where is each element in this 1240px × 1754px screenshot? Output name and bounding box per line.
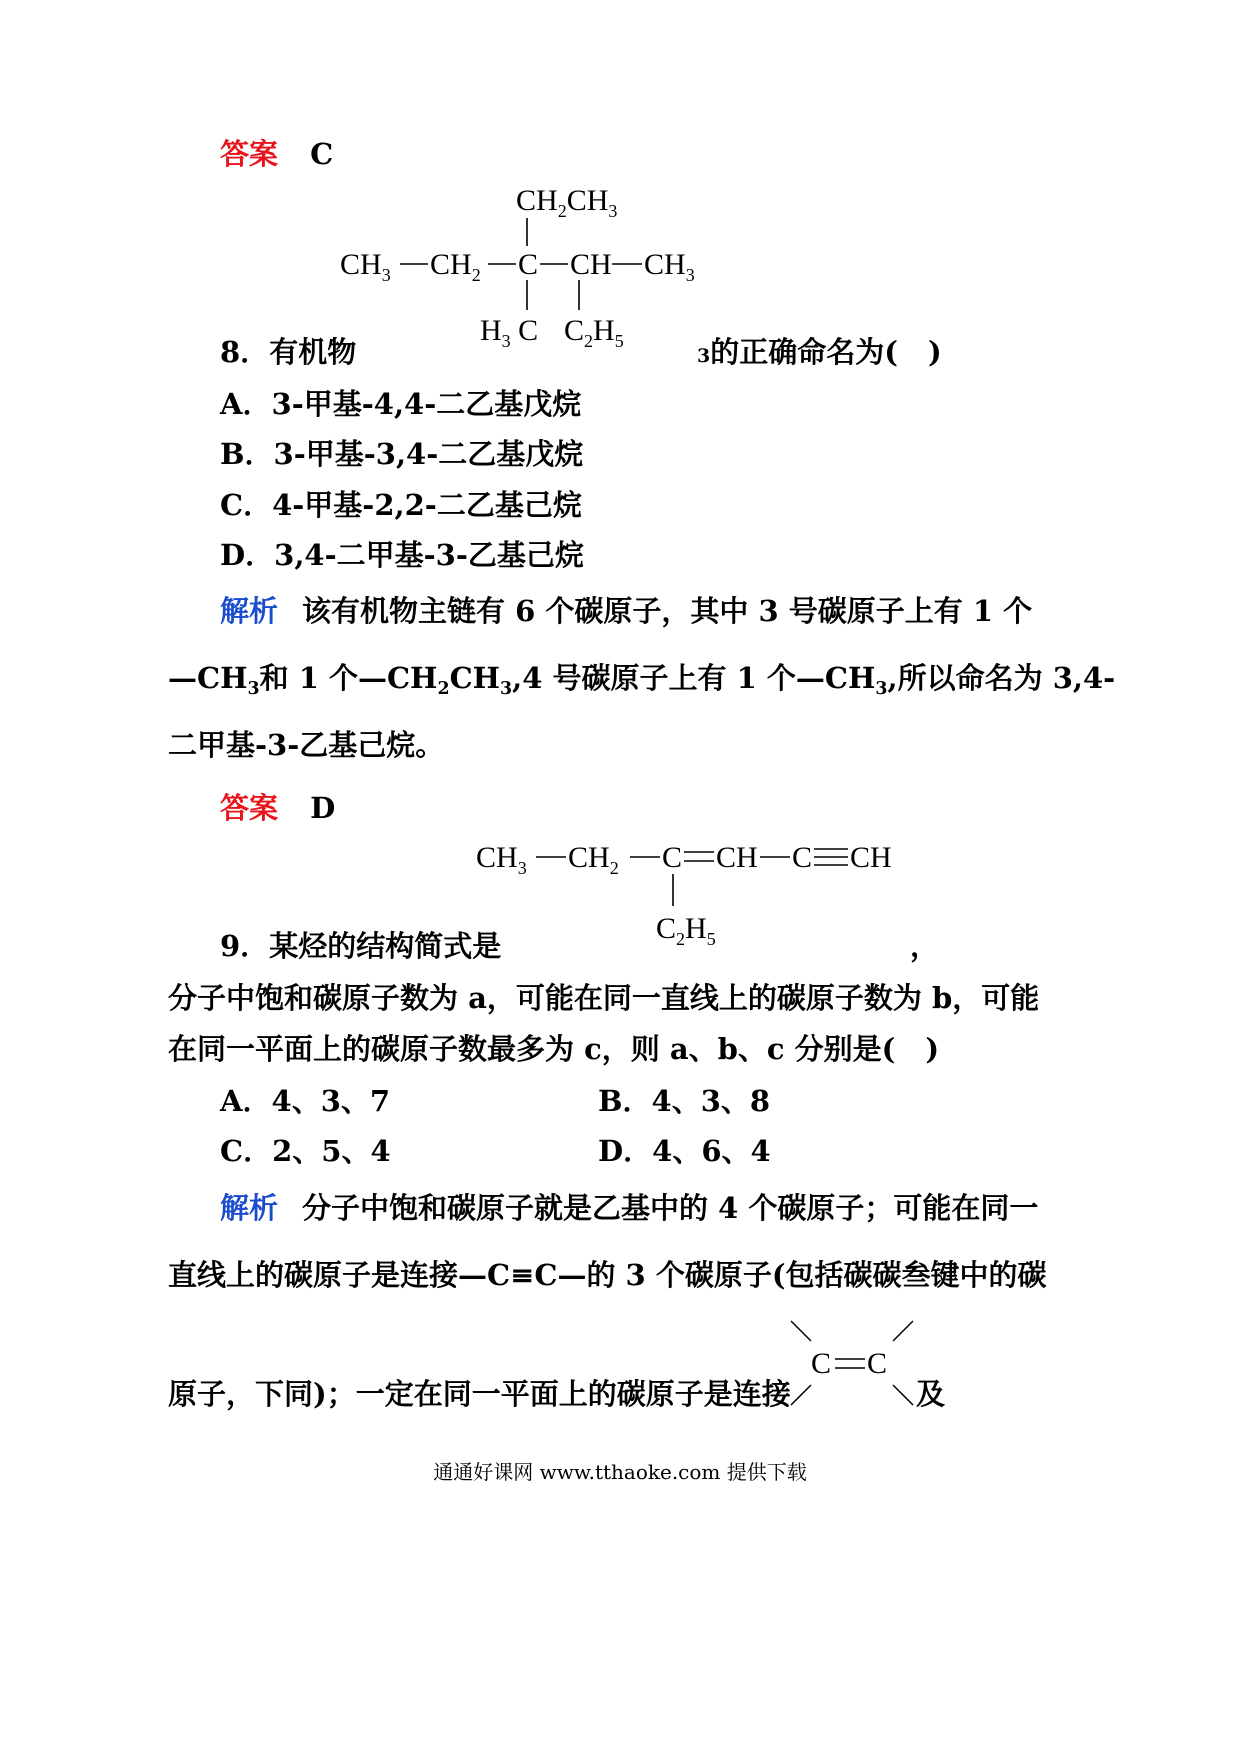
option-letter: A． [220,1084,272,1118]
option-letter: C． [220,1134,273,1168]
q8-chain-ch3-left: $CH_3$ [340,248,391,285]
q8-bottom-left-branch: $H_3$ C [480,314,539,351]
q8-stem-lead [220,334,356,370]
answer-value: C [310,137,334,171]
q9-analysis-line3: 原子，下同)；一定在同一平面上的碳原子是连接 [168,1377,791,1411]
q9-option-c [220,1133,391,1169]
q9-number: 9． [220,929,270,963]
option-letter: D． [220,538,275,572]
q9-lead-text: 某烃的结构简式是 [269,929,502,963]
q8-paren-close: ) [927,335,942,369]
analysis-text: 分子中饱和碳原子就是乙基中的 4 个碳原子；可能在同一 [302,1191,1039,1225]
q8-analysis-line2 [168,660,1115,707]
analysis-text: —CH [168,661,248,695]
q9-option-d [598,1133,771,1169]
option-text: 3-甲基-3,4-二乙基戊烷 [273,437,584,471]
option-text: 4-甲基-2,2-二乙基己烷 [272,488,582,522]
analysis-label: 解析 [220,594,279,628]
q9-chain-ch-end: CH [850,841,892,874]
q8-chain-ch2: $CH_2$ [430,248,481,285]
q9-stem-comma: ， [910,929,940,963]
option-letter: B． [220,437,274,471]
answer-label: 答案 [220,791,279,825]
analysis-text: ,所以命名为 3,4- [887,661,1116,695]
q9-stem-line2: 分子中饱和碳原子数为 a，可能在同一直线上的碳原子数为 b，可能 [168,981,1040,1015]
q8-option-d [220,537,584,573]
q9-stem-line3 [168,1031,939,1067]
option-letter: B． [598,1084,652,1118]
option-text: 4、3、8 [651,1084,771,1118]
q8-option-a [220,386,581,422]
q8-analysis-line1 [220,593,1032,629]
q9-analysis-line1 [220,1190,1038,1226]
q8-tail-text: 的正确命名为( [710,335,898,369]
answer-value: D [310,791,336,825]
alkene-carbon-left: C [811,1347,832,1380]
q9-structure-formula [470,830,920,960]
option-letter: C． [220,488,273,522]
q9-chain-ch: CH [716,841,758,874]
answer-block-c [220,136,333,172]
answer-label: 答案 [220,137,279,171]
q9-analysis-line2: 直线上的碳原子是连接—C≡C—的 3 个碳原子(包括碳碳叁键中的碳 [168,1258,1047,1292]
alkene-double-bond-diagram [785,1315,925,1415]
analysis-text: CH [449,661,501,695]
q8-tail-subscript: 3 [697,345,711,367]
q9-ethyl-branch: $C_2H_5$ [656,912,716,949]
q8-answer-block [220,790,335,826]
option-text: 4、6、4 [652,1134,771,1168]
option-letter: D． [598,1134,653,1168]
subscript: 3 [500,679,513,700]
q9-chain-ch2: $CH_2$ [568,841,619,878]
option-text: 3,4-二甲基-3-乙基己烷 [274,538,584,572]
q9-chain-c: C [662,841,683,874]
q8-option-b [220,436,583,472]
option-letter: A． [220,387,272,421]
analysis-text: 和 1 个—CH [259,661,438,695]
alkene-carbon-right: C [867,1347,888,1380]
q9-option-b [598,1083,770,1119]
analysis-text: ,4 号碳原子上有 1 个—CH [512,661,876,695]
q9-paren-close: ) [925,1032,940,1066]
analysis-text: 该有机物主链有 6 个碳原子，其中 3 号碳原子上有 1 个 [302,594,1033,628]
stem-text: 在同一平面上的碳原子数最多为 c，则 a、b、c 分别是( [168,1032,896,1066]
q8-chain-ch: CH [570,248,612,281]
option-text: 3-甲基-4,4-二乙基戊烷 [271,387,582,421]
q8-number: 8． [220,335,270,369]
q8-lead-text: 有机物 [269,335,357,369]
q9-chain-ch3: $CH_3$ [476,841,527,878]
page-footer: 通通好课网 www.tthaoke.com 提供下载 [433,1460,807,1484]
subscript: 3 [247,679,260,700]
q8-option-c [220,487,582,523]
q9-stem-lead [220,928,501,964]
q9-chain-c2: C [792,841,813,874]
q8-structure-formula [330,170,730,360]
analysis-label: 解析 [220,1191,279,1225]
q9-option-a [220,1083,390,1119]
subscript: 3 [875,679,888,700]
q8-top-branch: $CH_2CH_3$ [516,184,618,221]
q8-chain-ch3-right: $CH_3$ [644,248,695,285]
option-text: 4、3、7 [271,1084,391,1118]
subscript: 2 [437,679,450,700]
q8-chain-c: C [518,248,539,281]
q9-analysis-line3-end: 及 [916,1377,946,1411]
q8-bottom-right-branch: $C_2H_5$ [564,314,624,351]
option-text: 2、5、4 [272,1134,391,1168]
q8-stem-tail [697,334,942,374]
q8-analysis-line3: 二甲基-3-乙基己烷。 [168,728,445,762]
